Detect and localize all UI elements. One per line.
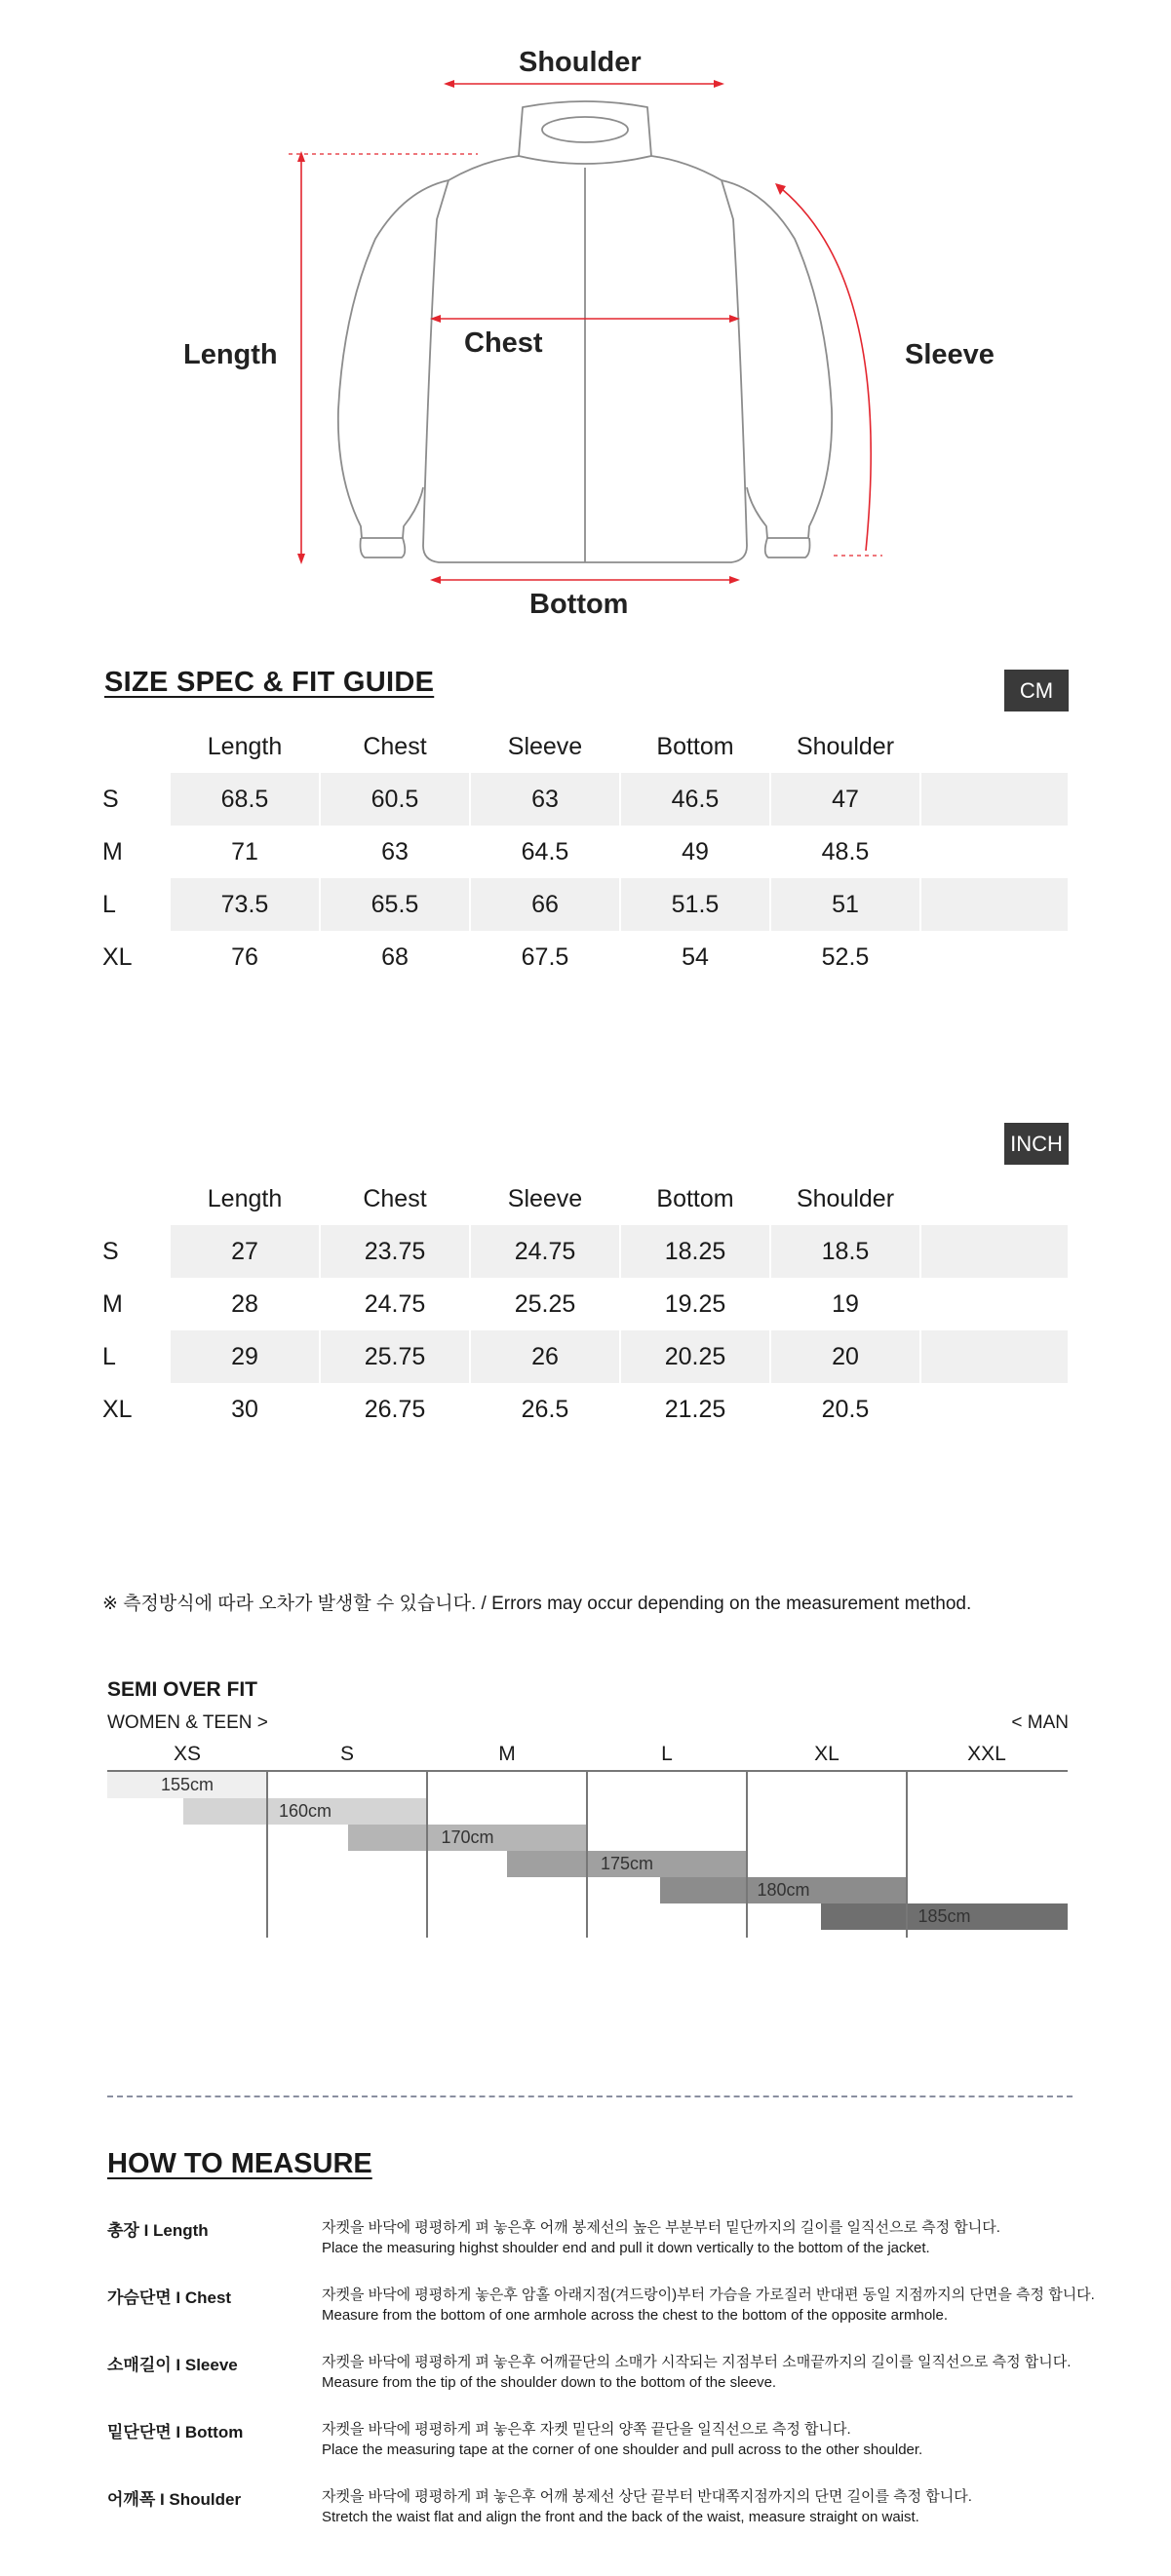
measure-desc-korean: 자켓을 바닥에 평평하게 펴 놓은후 어깨끝단의 소매가 시작되는 지점부터 소매끝까지의 길이를 일직선으로 측정 합니다. — [322, 2354, 1072, 2370]
table-cell: 24.75 — [364, 1289, 426, 1318]
table-cell: 47 — [771, 773, 919, 826]
fit-grid-line — [266, 1770, 268, 1938]
measurement-error-note: ※ 측정방식에 따라 오차가 발생할 수 있습니다. / Errors may occur depending on the measurement method. — [102, 1594, 972, 1614]
man-label: < MAN — [1011, 1712, 1069, 1733]
inch-size-table — [102, 1173, 1071, 1436]
measure-label: 어깨폭 I Shoulder — [107, 2490, 242, 2509]
measure-desc-korean: 자켓을 바닥에 평평하게 펴 놓은후 어깨 봉제선 상단 끝부터 반대쪽지점까지의 단면 길이를 측정 합니다. — [322, 2488, 972, 2505]
length-label: Length — [183, 339, 278, 370]
table-cell: 23.75 — [321, 1225, 469, 1278]
fit-grid-line — [426, 1770, 428, 1938]
measure-desc-korean: 자켓을 바닥에 평평하게 펴 놓은후 자켓 밑단의 양쪽 끝단을 일직선으로 측정 합니다. — [322, 2421, 851, 2438]
jacket-outline-drawing — [0, 0, 1171, 643]
table-cell: 52.5 — [821, 942, 870, 971]
table-cell: 49 — [682, 837, 709, 865]
table-cell: 18.5 — [771, 1225, 919, 1278]
table-cell: 21.25 — [664, 1395, 726, 1423]
column-header: Sleeve — [507, 1184, 583, 1212]
dashed-divider — [107, 2095, 1073, 2097]
table-row — [102, 931, 1071, 983]
measure-desc-english: Stretch the waist flat and align the front and the back of the waist, measure straight on waist. — [322, 2509, 919, 2525]
fit-size-label: XXL — [967, 1743, 1006, 1765]
fit-type-title: SEMI OVER FIT — [107, 1678, 258, 1701]
table-cell: 26.5 — [521, 1395, 569, 1423]
column-header: Sleeve — [507, 732, 583, 760]
measure-desc-english: Place the measuring highst shoulder end and pull it down vertically to the bottom of the jacket. — [322, 2240, 930, 2256]
size-label: S — [102, 785, 119, 813]
table-cell: 24.75 — [471, 1225, 619, 1278]
height-bar-175: 175cm — [507, 1851, 747, 1877]
measure-label: 가슴단면 I Chest — [107, 2288, 232, 2307]
column-header: Shoulder — [796, 1184, 895, 1212]
height-bar-185: 185cm — [821, 1903, 1068, 1930]
table-header-row — [102, 1173, 1071, 1225]
how-to-measure-title: HOW TO MEASURE — [107, 2148, 372, 2179]
table-cell: 20.25 — [621, 1330, 769, 1383]
table-header-row — [102, 720, 1071, 773]
table-cell: 26 — [471, 1330, 619, 1383]
left-cuff — [361, 538, 406, 557]
table-cell: 73.5 — [171, 878, 319, 931]
height-bar-180: 180cm — [660, 1877, 907, 1903]
measure-desc-english: Measure from the tip of the shoulder down to the bottom of the sleeve. — [322, 2374, 777, 2391]
table-cell: 68.5 — [171, 773, 319, 826]
fit-grid-line — [746, 1770, 748, 1938]
left-sleeve-outline — [338, 180, 449, 538]
fit-size-label: M — [498, 1743, 516, 1765]
table-cell: 67.5 — [521, 942, 569, 971]
table-cell: 48.5 — [821, 837, 870, 865]
table-row — [102, 1383, 1071, 1436]
measure-desc-korean: 자켓을 바닥에 평평하게 놓은후 암홀 아래지점(겨드랑이)부터 가슴을 가로질러 반대편 동일 지점까지의 단면을 측정 합니다. — [322, 2287, 1095, 2303]
size-label: XL — [102, 942, 133, 971]
right-cuff — [765, 538, 810, 557]
measure-label: 밑단단면 I Bottom — [107, 2423, 244, 2441]
table-cell: 28 — [231, 1289, 258, 1318]
size-label: L — [102, 890, 116, 918]
table-cell: 25.75 — [321, 1330, 469, 1383]
size-label: L — [102, 1342, 116, 1370]
fit-size-label: XL — [814, 1743, 839, 1765]
table-cell: 20.5 — [821, 1395, 870, 1423]
table-cell: 29 — [171, 1330, 319, 1383]
fit-size-label: XS — [173, 1743, 201, 1765]
fit-grid-line — [906, 1770, 908, 1938]
table-cell: 60.5 — [321, 773, 469, 826]
table-cell: 30 — [231, 1395, 258, 1423]
cm-size-table — [102, 720, 1071, 983]
bottom-label: Bottom — [529, 589, 629, 620]
table-cell: 76 — [231, 942, 258, 971]
shoulder-label: Shoulder — [519, 47, 642, 78]
table-cell: 51.5 — [621, 878, 769, 931]
table-cell: 63 — [381, 837, 409, 865]
height-bar-155: 155cm — [107, 1772, 267, 1798]
table-cell: 66 — [471, 878, 619, 931]
column-header: Length — [207, 732, 283, 760]
fit-size-label: L — [661, 1743, 673, 1765]
table-cell: 27 — [171, 1225, 319, 1278]
size-label: M — [102, 1289, 123, 1318]
size-label: M — [102, 837, 123, 865]
table-cell: 25.25 — [514, 1289, 576, 1318]
table-cell: 65.5 — [321, 878, 469, 931]
chest-label: Chest — [464, 327, 543, 359]
height-bar-170: 170cm — [348, 1825, 587, 1851]
column-header: Chest — [363, 1184, 427, 1212]
table-row — [102, 773, 1071, 826]
inch-unit-badge: INCH — [1004, 1123, 1069, 1165]
table-cell: 51 — [771, 878, 919, 931]
jacket-measurement-diagram — [0, 0, 1171, 643]
table-row — [102, 1225, 1071, 1278]
size-label: S — [102, 1237, 119, 1265]
women-teen-label: WOMEN & TEEN > — [107, 1712, 268, 1733]
table-cell: 54 — [682, 942, 709, 971]
table-cell: 71 — [231, 837, 258, 865]
table-cell: 46.5 — [621, 773, 769, 826]
size-label: XL — [102, 1395, 133, 1423]
table-cell: 26.75 — [364, 1395, 426, 1423]
table-row — [102, 1330, 1071, 1383]
table-cell: 68 — [381, 942, 409, 971]
table-cell: 20 — [771, 1330, 919, 1383]
column-header: Shoulder — [796, 732, 895, 760]
measure-desc-english: Place the measuring tape at the corner of one shoulder and pull across to the other shoulder. — [322, 2441, 923, 2458]
fit-grid-line — [586, 1770, 588, 1938]
table-row — [102, 1278, 1071, 1330]
table-row — [102, 826, 1071, 878]
table-cell: 19.25 — [664, 1289, 726, 1318]
cm-unit-badge: CM — [1004, 670, 1069, 711]
height-bar-160: 160cm — [183, 1798, 427, 1825]
collar-outline — [519, 101, 651, 164]
size-spec-title: SIZE SPEC & FIT GUIDE — [104, 667, 435, 698]
sleeve-label: Sleeve — [905, 339, 995, 370]
measure-desc-korean: 자켓을 바닥에 평평하게 펴 놓은후 어깨 봉제선의 높은 부분부터 밑단까지의 길이를 일직선으로 측정 합니다. — [322, 2219, 1000, 2236]
sleeve-measure-arc — [782, 189, 871, 551]
column-header: Length — [207, 1184, 283, 1212]
table-cell: 64.5 — [521, 837, 569, 865]
fit-size-label: S — [339, 1743, 354, 1765]
table-cell: 19 — [832, 1289, 859, 1318]
table-row — [102, 878, 1071, 931]
column-header: Bottom — [656, 1184, 734, 1212]
height-fit-chart — [107, 1743, 1068, 1938]
column-header: Bottom — [656, 732, 734, 760]
measure-desc-english: Measure from the bottom of one armhole across the chest to the bottom of the opposite armhole. — [322, 2307, 949, 2324]
table-cell: 63 — [471, 773, 619, 826]
measure-label: 소매길이 I Sleeve — [107, 2356, 238, 2374]
measure-label: 총장 I Length — [107, 2221, 209, 2240]
column-header: Chest — [363, 732, 427, 760]
table-cell: 18.25 — [621, 1225, 769, 1278]
right-sleeve-outline — [722, 180, 832, 538]
